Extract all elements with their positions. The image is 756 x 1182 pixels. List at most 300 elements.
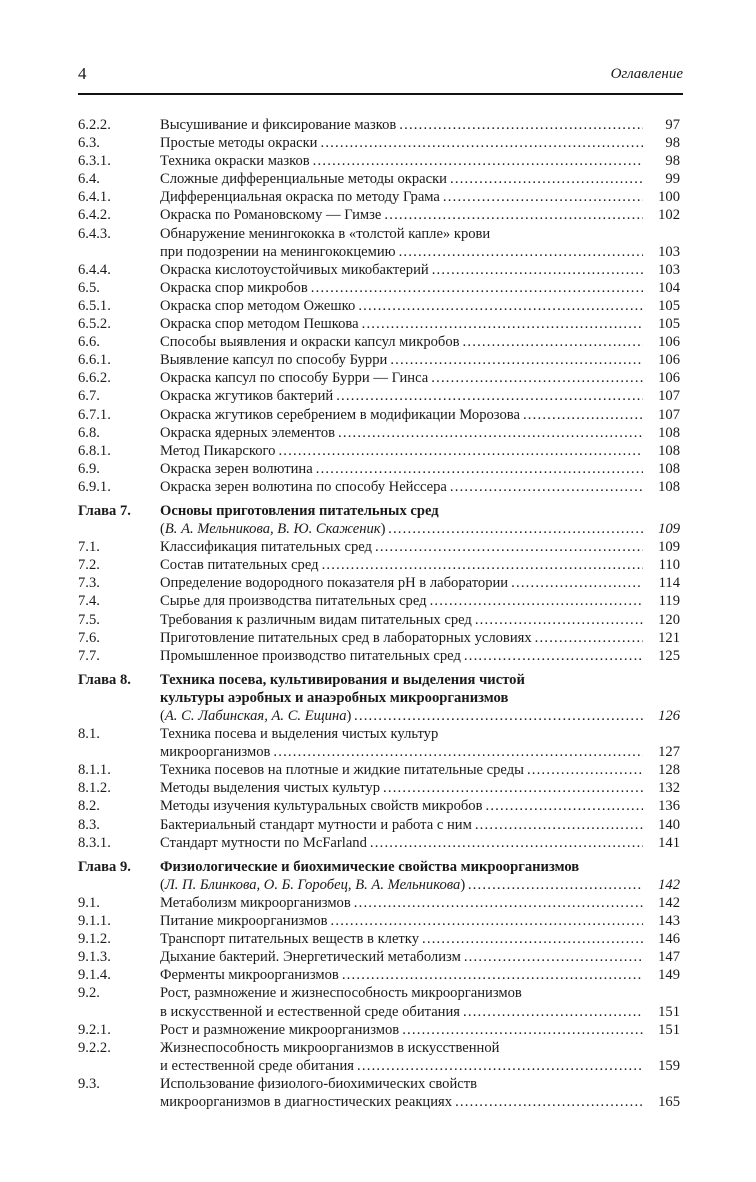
entry-body [160, 460, 680, 478]
entry-title-line [160, 574, 680, 592]
entry-title: Использование физиолого-биохимических свойств [160, 1075, 478, 1092]
entry-title-line [160, 206, 680, 224]
entry-page-number: 149 [658, 967, 680, 984]
entry-body [160, 894, 680, 912]
page-number: 4 [78, 64, 87, 83]
entry-title-line [160, 406, 680, 424]
entry-body [160, 930, 680, 948]
entry-title-line [160, 261, 680, 279]
entry-body [160, 779, 680, 797]
author-names: В. А. Мельникова, В. Ю. Скаженик [164, 521, 381, 538]
toc-chapter[interactable] [78, 858, 680, 894]
toc-entry[interactable] [78, 387, 680, 405]
toc-entry[interactable] [78, 930, 680, 948]
entry-number: 8.3.1. [78, 834, 111, 851]
toc-entry[interactable] [78, 611, 680, 629]
entry-body [160, 858, 680, 894]
entry-title: в искусственной и естественной среде обитания [160, 1003, 461, 1020]
entry-title-line [160, 629, 680, 647]
toc-entry[interactable] [78, 779, 680, 797]
entry-page-number: 126 [658, 708, 680, 724]
entry-page-number: 107 [658, 406, 680, 423]
entry-number: 6.7.1. [78, 406, 111, 423]
toc-entry[interactable] [78, 556, 680, 574]
paren-close: ) [460, 876, 466, 893]
entry-number: 6.8.1. [78, 442, 111, 459]
entry-title: Рост, размножение и жизнеспособность микроорганизмов [160, 985, 522, 1002]
toc-entry[interactable] [78, 1075, 680, 1111]
entry-number: 6.6.2. [78, 370, 111, 387]
entry-number: 6.8. [78, 424, 100, 441]
entry-title-line [160, 671, 680, 689]
entry-number: 6.6.1. [78, 352, 111, 369]
entry-page-number: 98 [665, 135, 680, 152]
toc-chapter[interactable] [78, 671, 680, 725]
dot-leader [468, 876, 643, 894]
entry-title: Техника посева и выделения чистых культур [160, 726, 439, 743]
entry-title-line [160, 1093, 680, 1111]
dot-leader [464, 948, 643, 966]
dot-leader [354, 894, 643, 912]
dot-leader [370, 834, 643, 852]
entry-title: Окраска спор микробов [160, 279, 308, 296]
entry-number: 6.4. [78, 171, 100, 188]
dot-leader [402, 1021, 643, 1039]
entry-page-number: 119 [658, 593, 680, 610]
dot-leader [475, 816, 643, 834]
entry-title: Выявление капсул по способу Бурри [160, 352, 388, 369]
entry-body [160, 315, 680, 333]
entry-title: Окраска кислотоустойчивых микобактерий [160, 261, 429, 278]
entry-body [160, 351, 680, 369]
entry-page-number: 109 [658, 521, 680, 538]
entry-body [160, 369, 680, 387]
dot-leader [485, 797, 643, 815]
entry-number: 8.3. [78, 816, 100, 833]
toc-entry[interactable] [78, 351, 680, 369]
entry-title-line [160, 1021, 680, 1039]
toc-entry[interactable] [78, 261, 680, 279]
entry-authors-line [160, 707, 680, 725]
dot-leader [463, 1003, 643, 1021]
entry-page-number: 128 [658, 762, 680, 779]
toc-entry[interactable] [78, 629, 680, 647]
dot-leader [422, 930, 643, 948]
toc-entry[interactable] [78, 761, 680, 779]
entry-title: Ферменты микроорганизмов [160, 967, 339, 984]
entry-page-number: 132 [658, 780, 680, 797]
toc-entry[interactable] [78, 152, 680, 170]
entry-page-number: 146 [658, 931, 680, 948]
entry-body [160, 478, 680, 496]
dot-leader [311, 279, 643, 297]
author-names: А. С. Лабинская, А. С. Ещина [164, 708, 347, 724]
dot-leader [362, 315, 643, 333]
entry-title: Окраска зерен волютина по способу Нейссера [160, 478, 447, 495]
dot-leader [338, 424, 643, 442]
toc-entry[interactable] [78, 134, 680, 152]
dot-leader [535, 629, 643, 647]
entry-page-number: 108 [658, 460, 680, 477]
entry-body [160, 279, 680, 297]
entry-page-number: 109 [658, 539, 680, 556]
entry-title: Окраска спор методом Пешкова [160, 316, 359, 333]
entry-number: Глава 7. [78, 502, 131, 519]
dot-leader [475, 611, 643, 629]
entry-authors-line [160, 520, 680, 538]
entry-title-line [160, 243, 680, 261]
entry-number: 7.7. [78, 647, 100, 664]
entry-title-line [160, 894, 680, 912]
toc-entry[interactable] [78, 894, 680, 912]
toc-entry[interactable] [78, 797, 680, 815]
entry-title-line [160, 1039, 680, 1057]
entry-body [160, 1021, 680, 1039]
entry-page-number: 106 [658, 352, 680, 369]
dot-leader [384, 206, 643, 224]
entry-title: Окраска спор методом Ожешко [160, 297, 356, 314]
dot-leader [527, 761, 643, 779]
entry-title-line [160, 912, 680, 930]
entry-title-line [160, 351, 680, 369]
toc-entry[interactable] [78, 574, 680, 592]
dot-leader [450, 478, 643, 496]
entry-body [160, 611, 680, 629]
entry-body [160, 816, 680, 834]
entry-number: 7.6. [78, 629, 100, 646]
entry-body [160, 152, 680, 170]
dot-leader [320, 134, 643, 152]
entry-body [160, 225, 680, 261]
entry-body [160, 134, 680, 152]
toc-entry[interactable] [78, 538, 680, 556]
entry-body [160, 834, 680, 852]
toc-entry[interactable] [78, 1039, 680, 1075]
dot-leader [390, 351, 643, 369]
entry-body [160, 424, 680, 442]
entry-title-line [160, 984, 680, 1002]
entry-page-number: 102 [658, 207, 680, 224]
entry-page-number: 151 [658, 1003, 680, 1020]
entry-title-line [160, 1003, 680, 1021]
entry-page-number: 136 [658, 798, 680, 815]
dot-leader [383, 779, 643, 797]
entry-title: Бактериальный стандарт мутности и работа с ним [160, 816, 472, 833]
entry-number: 8.1.2. [78, 780, 111, 797]
toc-entry[interactable] [78, 816, 680, 834]
entry-title-line [160, 279, 680, 297]
entry-title: Рост и размножение микроорганизмов [160, 1021, 400, 1038]
entry-body [160, 116, 680, 134]
entry-title-line [160, 797, 680, 815]
entry-number: 9.2. [78, 985, 100, 1002]
page-header [78, 64, 683, 92]
entry-body [160, 948, 680, 966]
toc-entry[interactable] [78, 592, 680, 610]
entry-title-line [160, 134, 680, 152]
toc-entry[interactable] [78, 297, 680, 315]
entry-title: Основы приготовления питательных сред [160, 502, 439, 519]
authors [160, 876, 465, 894]
entry-number: 9.1.1. [78, 913, 111, 930]
entry-authors-line [160, 876, 680, 894]
entry-title: Метаболизм микроорганизмов [160, 894, 351, 911]
dot-leader [358, 297, 643, 315]
entry-page-number: 107 [658, 388, 680, 405]
entry-page-number: 108 [658, 442, 680, 459]
entry-body [160, 797, 680, 815]
entry-title-line [160, 442, 680, 460]
entry-title: Сырье для производства питательных сред [160, 593, 427, 610]
entry-title: Определение водородного показателя pH в лаборатории [160, 575, 509, 592]
table-of-contents [78, 116, 680, 1111]
entry-number: Глава 9. [78, 858, 131, 875]
entry-title: Состав питательных сред [160, 557, 319, 574]
dot-leader [388, 520, 643, 538]
entry-title-line [160, 369, 680, 387]
entry-title: Промышленное производство питательных сред [160, 647, 461, 664]
toc-entry[interactable] [78, 406, 680, 424]
paren-open: ( [160, 521, 165, 538]
entry-title: Простые методы окраски [160, 135, 318, 152]
entry-page-number: 106 [658, 334, 680, 351]
dot-leader [357, 1057, 643, 1075]
entry-title-line [160, 333, 680, 351]
running-title: Оглавление [610, 66, 683, 82]
dot-leader [431, 369, 643, 387]
toc-entry[interactable] [78, 1021, 680, 1039]
toc-entry[interactable] [78, 948, 680, 966]
entry-title-line [160, 460, 680, 478]
entry-title: культуры аэробных и анаэробных микроорганизмов [160, 689, 509, 706]
entry-title-line [160, 424, 680, 442]
entry-title: Физиологические и биохимические свойства микроорганизмов [160, 858, 580, 875]
entry-page-number: 147 [658, 949, 680, 966]
toc-entry[interactable] [78, 834, 680, 852]
header-rule [78, 93, 683, 95]
entry-title-line [160, 297, 680, 315]
entry-body [160, 1039, 680, 1075]
toc-entry[interactable] [78, 170, 680, 188]
toc-entry[interactable] [78, 116, 680, 134]
entry-title-line [160, 834, 680, 852]
entry-body [160, 333, 680, 351]
dot-leader [455, 1093, 643, 1111]
entry-title: при подозрении на менингококцемию [160, 243, 396, 260]
entry-number: 7.3. [78, 575, 100, 592]
entry-title: Техника посевов на плотные и жидкие питательные среды [160, 762, 524, 779]
entry-number: 6.2.2. [78, 117, 111, 133]
paren-close: ) [380, 521, 386, 538]
entry-number: 6.7. [78, 388, 100, 405]
entry-page-number: 98 [665, 153, 680, 170]
entry-number: 9.2.2. [78, 1039, 111, 1056]
entry-title-line [160, 592, 680, 610]
entry-number: 6.6. [78, 334, 100, 351]
dot-leader [443, 188, 643, 206]
dot-leader [273, 743, 643, 761]
dot-leader [336, 387, 643, 405]
entry-title-line [160, 502, 680, 520]
dot-leader [432, 261, 643, 279]
entry-title-line [160, 387, 680, 405]
toc-entry[interactable] [78, 966, 680, 984]
entry-title-line [160, 816, 680, 834]
author-names: Л. П. Блинкова, О. Б. Горобец, В. А. Мельникова [164, 876, 461, 893]
dot-leader [316, 460, 643, 478]
entry-page-number: 106 [658, 370, 680, 387]
entry-page-number: 143 [658, 913, 680, 930]
entry-number: 6.5.1. [78, 297, 111, 314]
dot-leader [354, 707, 643, 725]
entry-number: 9.1.2. [78, 931, 111, 948]
entry-body [160, 912, 680, 930]
entry-number: 9.1.4. [78, 967, 111, 984]
toc-entry[interactable] [78, 442, 680, 460]
entry-title: Способы выявления и окраски капсул микробов [160, 334, 460, 351]
entry-number: 8.2. [78, 798, 100, 815]
entry-title: Методы выделения чистых культур [160, 780, 380, 797]
entry-body [160, 170, 680, 188]
entry-title-line [160, 116, 680, 134]
entry-page-number: 120 [658, 611, 680, 628]
entry-body [160, 406, 680, 424]
entry-title-line [160, 556, 680, 574]
entry-title: Окраска капсул по способу Бурри — Гинса [160, 370, 429, 387]
toc-entry[interactable] [78, 225, 680, 261]
entry-body [160, 556, 680, 574]
entry-title: Сложные дифференциальные методы окраски [160, 171, 447, 188]
entry-body [160, 297, 680, 315]
entry-title: Техника посева, культивирования и выделения чистой [160, 671, 525, 688]
entry-title-line [160, 948, 680, 966]
paren-open: ( [160, 876, 165, 893]
entry-number: 6.9.1. [78, 478, 111, 495]
entry-title-line [160, 1057, 680, 1075]
entry-page-number: 140 [658, 816, 680, 833]
entry-number: 8.1.1. [78, 762, 111, 779]
toc-entry[interactable] [78, 984, 680, 1020]
entry-number: 6.4.1. [78, 189, 111, 206]
entry-title: микроорганизмов в диагностических реакциях [160, 1093, 453, 1110]
entry-page-number: 108 [658, 478, 680, 495]
dot-leader [399, 243, 643, 261]
toc-entry[interactable] [78, 912, 680, 930]
entry-title-line [160, 170, 680, 188]
entry-number: 6.4.4. [78, 261, 111, 278]
dot-leader [322, 556, 643, 574]
dot-leader [463, 333, 643, 351]
dot-leader [342, 966, 643, 984]
entry-number: 7.1. [78, 539, 100, 556]
entry-page-number: 105 [658, 297, 680, 314]
toc-entry[interactable] [78, 647, 680, 665]
toc-entry[interactable] [78, 478, 680, 496]
entry-title: Дифференциальная окраска по методу Грама [160, 189, 440, 206]
entry-page-number: 142 [658, 876, 680, 893]
entry-title: Дыхание бактерий. Энергетический метаболизм [160, 949, 461, 966]
entry-page-number: 142 [658, 894, 680, 911]
entry-title-line [160, 152, 680, 170]
toc-entry[interactable] [78, 279, 680, 297]
entry-body [160, 761, 680, 779]
entry-page-number: 159 [658, 1057, 680, 1074]
toc-entry[interactable] [78, 333, 680, 351]
entry-number: 9.2.1. [78, 1021, 111, 1038]
dot-leader [399, 116, 643, 134]
toc-entry[interactable] [78, 460, 680, 478]
toc-chapter[interactable] [78, 502, 680, 538]
entry-title-line [160, 188, 680, 206]
entry-body [160, 206, 680, 224]
dot-leader [375, 538, 643, 556]
entry-title-line [160, 315, 680, 333]
toc-entry[interactable] [78, 188, 680, 206]
entry-title-line [160, 689, 680, 707]
entry-page-number: 165 [658, 1093, 680, 1110]
entry-body [160, 966, 680, 984]
entry-body [160, 261, 680, 279]
entry-title: Высушивание и фиксирование мазков [160, 117, 397, 133]
entry-title: Жизнеспособность микроорганизмов в искусственной [160, 1039, 500, 1056]
entry-title-line [160, 858, 680, 876]
toc-entry[interactable] [78, 369, 680, 387]
entry-title-line [160, 761, 680, 779]
entry-number: 6.4.3. [78, 225, 111, 242]
entry-body [160, 387, 680, 405]
entry-number: 6.5.2. [78, 316, 111, 333]
entry-body [160, 671, 680, 725]
entry-title: Техника окраски мазков [160, 153, 310, 170]
entry-page-number: 110 [658, 557, 680, 574]
entry-body [160, 647, 680, 665]
entry-title: Питание микроорганизмов [160, 913, 328, 930]
toc-entry[interactable] [78, 424, 680, 442]
entry-page-number: 103 [658, 243, 680, 260]
entry-body [160, 592, 680, 610]
entry-title: Требования к различным видам питательных сред [160, 611, 472, 628]
entry-number: 7.5. [78, 611, 100, 628]
dot-leader [331, 912, 643, 930]
entry-number: 7.2. [78, 557, 100, 574]
entry-title-line [160, 1075, 680, 1093]
entry-title-line [160, 779, 680, 797]
authors [160, 520, 385, 538]
entry-number: 6.3.1. [78, 153, 111, 170]
entry-title-line [160, 611, 680, 629]
entry-number: 9.3. [78, 1075, 100, 1092]
paren-open: ( [160, 708, 165, 724]
entry-title: Окраска жгутиков серебрением в модификации Морозова [160, 406, 520, 423]
entry-title-line [160, 966, 680, 984]
entry-title: Классификация питательных сред [160, 539, 372, 556]
entry-page-number: 97 [665, 117, 680, 133]
toc-entry[interactable] [78, 725, 680, 761]
entry-title: Окраска по Романовскому — Гимзе [160, 207, 382, 224]
entry-page-number: 105 [658, 316, 680, 333]
toc-entry[interactable] [78, 315, 680, 333]
entry-body [160, 442, 680, 460]
entry-title-line [160, 647, 680, 665]
entry-title-line [160, 538, 680, 556]
entry-number: 8.1. [78, 726, 100, 743]
entry-page-number: 141 [658, 834, 680, 851]
toc-entry[interactable] [78, 206, 680, 224]
dot-leader [450, 170, 643, 188]
entry-page-number: 151 [658, 1021, 680, 1038]
entry-body [160, 984, 680, 1020]
entry-title-line [160, 725, 680, 743]
